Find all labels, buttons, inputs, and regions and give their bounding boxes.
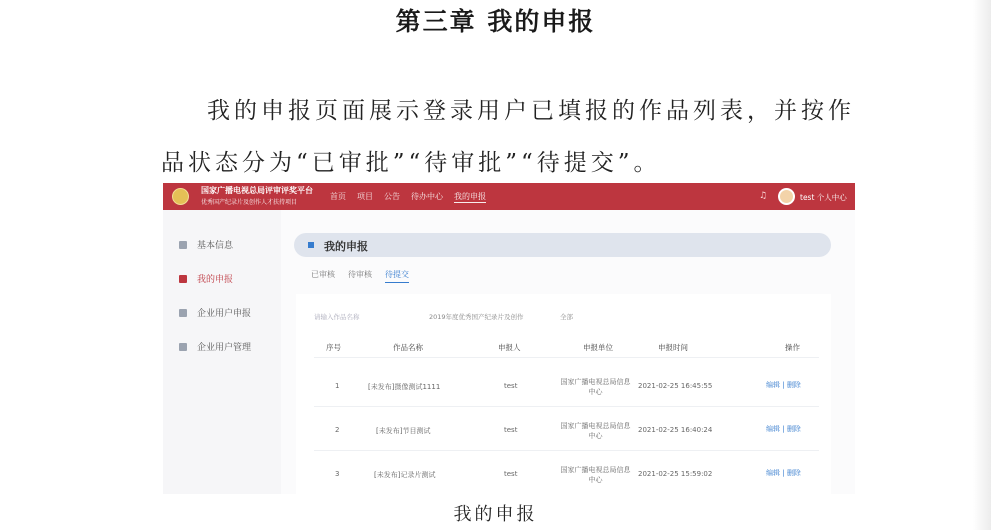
sidebar-item-label: 企业用户申报 bbox=[197, 309, 252, 319]
nav-my-applications[interactable]: 我的申报 bbox=[454, 192, 486, 201]
profile-icon bbox=[179, 241, 187, 249]
cell-unit: 国家广播电视总局信息中心 bbox=[560, 378, 631, 396]
emblem-logo bbox=[172, 188, 189, 205]
username: test bbox=[800, 193, 815, 202]
cell-applicant: test bbox=[504, 426, 518, 434]
cell-applicant: test bbox=[504, 382, 518, 390]
results-card bbox=[296, 294, 831, 494]
col-header-actions: 操作 bbox=[785, 343, 800, 352]
status-tabs bbox=[311, 269, 409, 283]
nav-announcements[interactable]: 公告 bbox=[384, 192, 400, 201]
tab-to-submit[interactable]: 待提交 bbox=[385, 269, 409, 283]
status-select[interactable]: 全部 bbox=[560, 313, 573, 321]
nav-todo-center[interactable]: 待办中心 bbox=[411, 192, 443, 201]
sidebar-item-my-applications[interactable] bbox=[179, 272, 233, 285]
nav-home[interactable]: 首页 bbox=[330, 192, 346, 201]
table-divider bbox=[314, 357, 819, 358]
delete-link[interactable]: 删除 bbox=[786, 381, 801, 389]
cell-unit: 国家广播电视总局信息中心 bbox=[560, 466, 631, 484]
user-icon bbox=[179, 343, 187, 351]
app-header bbox=[163, 183, 855, 210]
table-divider bbox=[314, 406, 819, 407]
edit-link[interactable]: 编辑 bbox=[766, 469, 780, 477]
paragraph-line-2: 品状态分为“已审批”“待审批”“待提交”。 bbox=[161, 150, 661, 176]
sidebar-item-enterprise-manage[interactable] bbox=[179, 340, 251, 353]
col-header-applicant: 申报人 bbox=[498, 343, 521, 352]
cell-name: [未发布]记录片测试 bbox=[374, 471, 436, 479]
col-header-unit: 申报单位 bbox=[583, 343, 613, 352]
page-title: 我的申报 bbox=[324, 240, 368, 253]
page-edge-shadow bbox=[973, 0, 991, 530]
col-header-name: 作品名称 bbox=[393, 343, 423, 352]
cell-no: 1 bbox=[335, 382, 340, 390]
cell-unit: 国家广播电视总局信息中心 bbox=[560, 422, 631, 440]
tab-approved[interactable]: 已审核 bbox=[311, 270, 335, 279]
brand-subtitle: 优秀国产纪录片及创作人才扶持项目 bbox=[201, 199, 298, 206]
chapter-heading: 第三章 我的申报 bbox=[395, 7, 596, 36]
embedded-screenshot bbox=[163, 183, 855, 494]
main-nav bbox=[330, 191, 486, 203]
cell-time: 2021-02-25 16:45:55 bbox=[638, 382, 713, 390]
cell-name: [未发布]节目测试 bbox=[376, 427, 431, 435]
cell-time: 2021-02-25 16:40:24 bbox=[638, 426, 713, 434]
bell-icon[interactable]: ♫ bbox=[759, 191, 768, 201]
title-marker bbox=[308, 242, 314, 248]
sidebar-item-enterprise-apply[interactable] bbox=[179, 306, 251, 319]
sidebar-item-label: 我的申报 bbox=[197, 275, 234, 285]
table-divider bbox=[314, 450, 819, 451]
sidebar-item-label: 基本信息 bbox=[197, 241, 234, 251]
row-actions: 编辑 | 删除 bbox=[766, 425, 801, 433]
col-header-time: 申报时间 bbox=[658, 343, 688, 352]
row-actions: 编辑 | 删除 bbox=[766, 469, 801, 477]
figure-caption: 我的申报 bbox=[453, 504, 538, 525]
tab-pending[interactable]: 待审核 bbox=[348, 270, 372, 279]
cell-no: 3 bbox=[335, 470, 340, 478]
cell-no: 2 bbox=[335, 426, 340, 434]
sidebar bbox=[163, 210, 281, 494]
paragraph-line-1: 我的申报页面展示登录用户已填报的作品列表，并按作 bbox=[207, 98, 855, 124]
page-title-bar bbox=[294, 233, 831, 257]
row-actions: 编辑 | 删除 bbox=[766, 381, 801, 389]
user-icon bbox=[179, 309, 187, 317]
col-header-no: 序号 bbox=[326, 343, 341, 352]
cell-name: [未发布]摄像测试1111 bbox=[368, 383, 441, 391]
project-select[interactable]: 2019年度优秀国产纪录片及创作 bbox=[429, 313, 524, 321]
cell-applicant: test bbox=[504, 470, 518, 478]
search-input[interactable]: 请输入作品名称 bbox=[314, 313, 360, 321]
avatar[interactable] bbox=[778, 188, 795, 205]
sidebar-item-basic-info[interactable] bbox=[179, 238, 233, 251]
list-icon bbox=[179, 275, 187, 283]
nav-projects[interactable]: 项目 bbox=[357, 192, 373, 201]
user-menu[interactable] bbox=[800, 192, 847, 203]
edit-link[interactable]: 编辑 bbox=[766, 425, 780, 433]
delete-link[interactable]: 删除 bbox=[786, 425, 801, 433]
sidebar-item-label: 企业用户管理 bbox=[197, 343, 252, 353]
brand-title: 国家广播电视总局评审评奖平台 bbox=[201, 186, 313, 195]
edit-link[interactable]: 编辑 bbox=[766, 381, 780, 389]
cell-time: 2021-02-25 15:59:02 bbox=[638, 470, 713, 478]
delete-link[interactable]: 删除 bbox=[786, 469, 801, 477]
user-center-link[interactable]: 个人中心 bbox=[816, 193, 847, 202]
